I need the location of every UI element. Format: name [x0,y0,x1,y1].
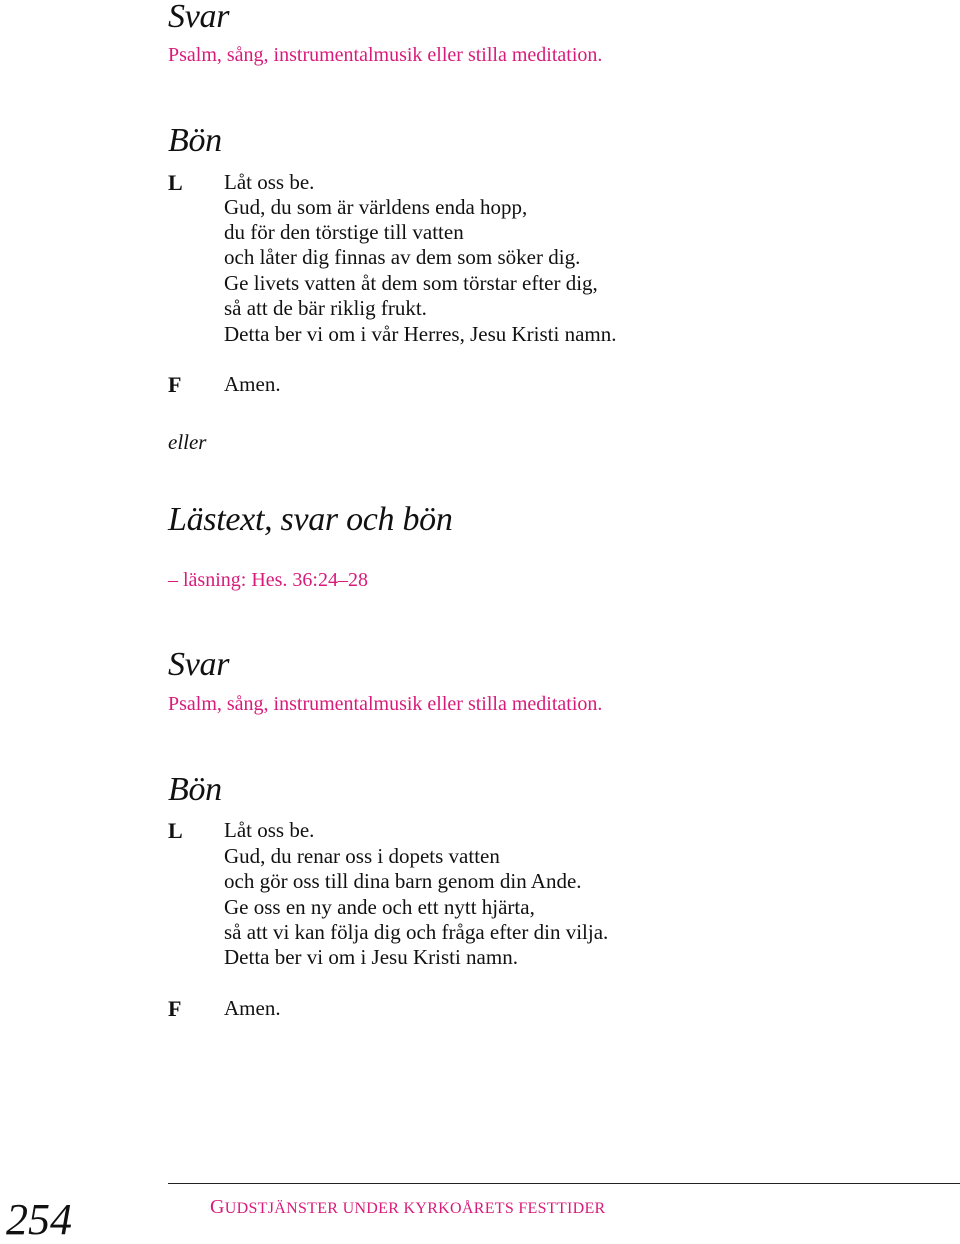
prayer-line: Gud, du som är världens enda hopp, [224,195,528,219]
running-head-initial: G [210,1196,225,1218]
prayer-line: Gud, du renar oss i dopets vatten [224,844,500,868]
rubric-text: Psalm, sång, instrumentalmusik eller stilla meditation. [168,44,603,66]
congregation-marker-2: F [168,996,182,1021]
section-heading-lastext: Lästext, svar och bön [168,501,453,538]
prayer-line: och låter dig finnas av dem som söker dig. [224,245,581,269]
congregation-marker: F [168,372,182,397]
running-head [210,1196,606,1219]
rubric-text-2: Psalm, sång, instrumentalmusik eller stilla meditation. [168,693,603,715]
section-heading-svar: Svar [168,0,230,35]
section-heading-svar-2: Svar [168,646,230,683]
prayer-line: Detta ber vi om i vår Herres, Jesu Kristi namn. [224,322,617,346]
prayer-line: Ge oss en ny ande och ett nytt hjärta, [224,895,535,919]
prayer-line: Detta ber vi om i Jesu Kristi namn. [224,945,518,969]
leader-marker: L [168,170,183,195]
footer-rule [168,1183,960,1184]
prayer-line: och gör oss till dina barn genom din Ande. [224,869,582,893]
section-heading-bon: Bön [168,122,222,159]
prayer-line: så att de bär riklig frukt. [224,296,427,320]
prayer-line: så att vi kan följa dig och fråga efter din vilja. [224,920,609,944]
prayer-line: du för den törstige till vatten [224,220,464,244]
page-number: 254 [6,1195,72,1244]
response-amen: Amen. [224,372,281,396]
response-amen-2: Amen. [224,996,281,1020]
prayer-line: Ge livets vatten åt dem som törstar efter dig, [224,271,598,295]
prayer-line: Låt oss be. [224,170,315,194]
leader-marker-2: L [168,818,183,843]
section-heading-bon-2: Bön [168,771,222,808]
reading-reference: – läsning: Hes. 36:24–28 [168,569,368,591]
prayer-line: Låt oss be. [224,818,315,842]
or-label: eller [168,430,207,454]
running-head-rest: UDSTJÄNSTER UNDER KYRKOÅRETS FESTTIDER [224,1200,606,1217]
